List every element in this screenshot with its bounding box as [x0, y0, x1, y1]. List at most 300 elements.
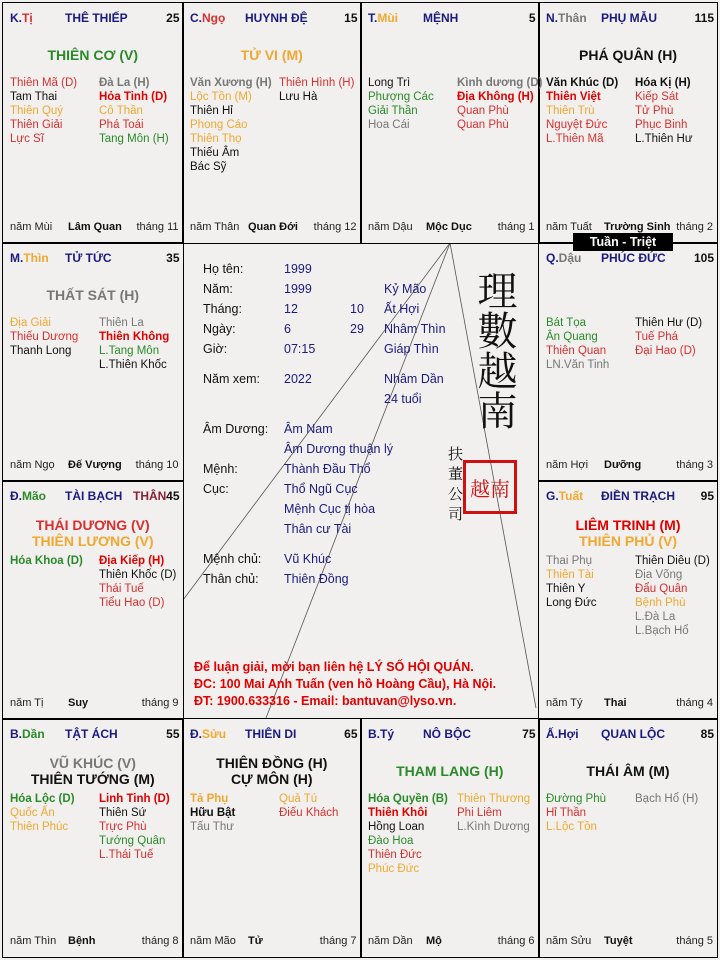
star: Phục Binh	[635, 119, 688, 131]
star: Thiên Giải	[10, 119, 63, 131]
logo-subtext: 扶董公司	[448, 446, 464, 523]
than-marker: THÂN	[133, 489, 167, 503]
year-label: năm Tị	[10, 696, 44, 709]
star: Hóa Quyền (B)	[368, 793, 448, 805]
cuc-note2: Thân cư Tài	[284, 522, 352, 536]
right-stars	[457, 792, 530, 834]
main-stars	[361, 753, 539, 789]
star: Hoa Cái	[368, 119, 410, 131]
star: Đà La (H)	[99, 77, 150, 89]
gio: 07:15	[284, 342, 316, 356]
branch-prefix: G.	[546, 489, 559, 503]
main-star: PHÁ QUÂN (H)	[579, 47, 677, 63]
right-stars	[635, 792, 698, 806]
palace-cell	[2, 2, 184, 244]
palace-header	[546, 489, 714, 505]
menh-chu: Vũ Khúc	[284, 552, 332, 566]
cuc-note1: Mệnh Cục tị hòa	[284, 502, 376, 516]
star: Tả Phụ	[190, 793, 229, 805]
branch-label	[190, 727, 226, 741]
star: Thai Phụ	[546, 555, 593, 567]
year-label: năm Tý	[546, 696, 583, 709]
star: Quốc Ấn	[10, 807, 55, 819]
left-stars	[190, 792, 235, 834]
star: Phúc Đức	[368, 863, 420, 875]
star: Đào Hoa	[368, 835, 414, 847]
left-stars	[546, 316, 609, 372]
star: Tiểu Hao (D)	[99, 597, 165, 609]
cuc: Thổ Ngũ Cục	[284, 482, 358, 496]
branch-prefix: Đ.	[190, 727, 202, 741]
palace-header	[190, 727, 358, 743]
star: Thiên Thương	[457, 793, 531, 805]
branch-prefix: C.	[190, 11, 202, 25]
palace-cell	[182, 718, 362, 958]
main-stars	[539, 37, 717, 73]
branch-label	[546, 251, 581, 265]
star: Thiên La	[99, 317, 144, 329]
palace-cell	[538, 2, 718, 244]
palace-footer	[10, 935, 179, 949]
nam-can-chi: Kỷ Mão	[384, 282, 427, 296]
year-label: năm Tuất	[546, 220, 592, 233]
star: Bát Tọa	[546, 317, 587, 329]
star: L.Đà La	[635, 611, 676, 623]
main-star: LIÊM TRINH (M)	[575, 517, 681, 533]
star: Thiên Y	[546, 583, 586, 595]
than-chu-label: Thân chủ:	[203, 572, 259, 586]
gio-can-chi: Giáp Thìn	[384, 342, 439, 356]
main-stars	[539, 753, 717, 789]
month-label: tháng 11	[136, 220, 179, 233]
palace-footer	[368, 221, 535, 235]
star: Lộc Tồn (M)	[190, 91, 252, 103]
left-stars	[10, 792, 75, 834]
month-label: tháng 10	[135, 458, 179, 471]
year-label: năm Thìn	[10, 935, 57, 947]
branch-prefix: B.	[10, 727, 22, 741]
red-seal: 越南	[463, 460, 517, 514]
star: Phong Cáo	[190, 119, 248, 131]
palace-cell	[538, 242, 718, 482]
palace-cell	[182, 2, 362, 244]
palace-header	[10, 251, 180, 267]
main-stars	[539, 515, 717, 551]
star: Thiên Hư (D)	[635, 317, 703, 329]
palace-header	[10, 727, 180, 743]
palace-name: PHỤ MẪU	[601, 11, 657, 25]
branch-label	[10, 11, 33, 25]
branch-name: Mão	[22, 489, 46, 503]
star: Trực Phù	[99, 821, 147, 833]
right-stars	[99, 76, 169, 146]
major-period: 25	[166, 11, 180, 25]
contact-address: ĐC: 100 Mai Anh Tuấn (ven hồ Hoàng Cầu), Hà Nội.	[194, 677, 497, 691]
star: Tang Môn (H)	[99, 133, 169, 145]
star: Thiên Đức	[368, 849, 422, 861]
main-star: THIÊN PHỦ (V)	[579, 533, 677, 549]
star: Điếu Khách	[279, 807, 339, 819]
major-period: 5	[528, 11, 536, 25]
menh-chu-label: Mệnh chủ:	[203, 552, 262, 566]
ho-ten: 1999	[284, 262, 312, 276]
branch-prefix: K.	[10, 11, 22, 25]
main-star: THIÊN CƠ (V)	[47, 47, 138, 63]
star: L.Lộc Tồn	[546, 821, 597, 833]
star: Thanh Long	[10, 345, 72, 357]
branch-label	[546, 11, 587, 25]
life-stage: Mộc Dục	[426, 220, 472, 233]
star: Thiếu Âm	[190, 147, 240, 159]
star: Hỉ Thần	[546, 807, 587, 819]
main-stars	[3, 37, 183, 73]
star: L.Thiên Hư	[635, 133, 693, 145]
palace-cell	[2, 242, 184, 482]
star: Thiên Khốc (D)	[99, 569, 177, 581]
life-stage: Bệnh	[68, 935, 96, 947]
star: Thiên Mã (D)	[10, 77, 78, 89]
main-star: TỬ VI (M)	[240, 47, 303, 63]
branch-prefix: T.	[368, 11, 378, 25]
main-stars	[539, 277, 717, 313]
star: L.Thiên Mã	[546, 133, 604, 145]
branch-prefix: M.	[10, 251, 24, 265]
palace-footer	[190, 935, 357, 949]
main-star: THÁI ÂM (M)	[586, 763, 670, 779]
major-period: 45	[166, 489, 180, 503]
star: Thiên Thọ	[190, 133, 242, 145]
year-label: năm Ngọ	[10, 458, 55, 471]
contact-line: Để luận giải, mời bạn liên hệ LÝ SỐ HỘI QUÁN.	[194, 660, 474, 674]
branch-name: Hợi	[558, 727, 579, 741]
star: Bác Sỹ	[190, 161, 227, 173]
star: Tướng Quân	[99, 835, 166, 847]
palace-footer	[546, 459, 713, 473]
left-stars	[546, 554, 597, 610]
star: Nguyệt Đức	[546, 119, 608, 131]
thang-label: Tháng:	[203, 302, 242, 316]
menh-label: Mệnh:	[203, 462, 238, 476]
branch-label	[10, 727, 45, 741]
thang-can-chi: Ất Hợi	[384, 302, 420, 316]
month-label: tháng 7	[319, 935, 357, 947]
am-duong-note: Âm Dương thuận lý	[284, 442, 393, 456]
main-star: THIÊN ĐỒNG (H)	[216, 755, 328, 771]
left-stars	[368, 76, 434, 132]
star: Thiên Quý	[10, 105, 64, 117]
branch-label	[546, 727, 579, 741]
main-star: THẤT SÁT (H)	[46, 287, 140, 303]
star: L.Kình Dương	[457, 821, 530, 833]
year-label: năm Dần	[368, 935, 413, 947]
ho-ten-label: Họ tên:	[203, 262, 244, 276]
life-stage: Lâm Quan	[68, 220, 122, 233]
star: Đường Phù	[546, 793, 606, 805]
main-stars	[3, 277, 183, 313]
star: Thiên Phúc	[10, 821, 69, 833]
month-label: tháng 4	[676, 696, 713, 709]
am-duong: Âm Nam	[284, 422, 333, 436]
month-label: tháng 3	[676, 458, 713, 471]
star: L.Thiên Khốc	[99, 359, 167, 371]
branch-label	[10, 489, 46, 503]
main-stars	[183, 37, 361, 73]
star: Thiên Tài	[546, 569, 594, 581]
major-period: 95	[700, 489, 714, 503]
branch-prefix: Ấ.	[546, 727, 558, 741]
life-stage: Tuyệt	[604, 935, 633, 947]
star: Quan Phù	[457, 105, 509, 117]
major-period: 15	[344, 11, 358, 25]
palace-name: TỬ TỨC	[65, 251, 112, 265]
year-label: năm Mùi	[10, 220, 53, 233]
star: Phi Liêm	[457, 807, 502, 819]
star: Địa Võng	[635, 569, 683, 581]
star: Long Đức	[546, 597, 597, 609]
contact-info	[194, 659, 496, 710]
tuoi: 24 tuổi	[384, 392, 422, 406]
main-stars	[183, 753, 361, 789]
palace-name: MỆNH	[423, 11, 459, 25]
star: Thiên Không	[99, 331, 170, 343]
menh: Thành Đầu Thổ	[284, 462, 371, 476]
star: Địa Kiếp (H)	[99, 555, 165, 567]
main-stars	[361, 37, 539, 73]
palace-header	[368, 11, 536, 27]
palace-name: THÊ THIẾP	[65, 11, 128, 25]
right-stars	[99, 316, 169, 372]
star: Quan Phù	[457, 119, 509, 131]
star: Đẩu Quân	[635, 583, 688, 595]
month-label: tháng 9	[141, 696, 179, 709]
star: Tam Thai	[10, 91, 58, 103]
star: Long Trì	[368, 77, 411, 89]
main-star: THIÊN TƯỚNG (M)	[30, 771, 155, 787]
branch-label	[546, 489, 583, 503]
life-stage: Mộ	[426, 935, 442, 947]
right-stars	[635, 76, 693, 146]
right-stars	[99, 792, 170, 862]
branch-name: Tị	[22, 11, 33, 25]
life-stage: Quan Đới	[248, 220, 298, 233]
star: Linh Tinh (D)	[99, 793, 170, 805]
star: Địa Giải	[10, 317, 51, 329]
ngay-am: 29	[350, 322, 364, 336]
nam-xem-can-chi: Nhâm Dần	[384, 372, 444, 386]
right-stars	[279, 76, 354, 104]
star: Ân Quang	[546, 331, 598, 343]
branch-name: Mùi	[377, 11, 399, 25]
palace-cell	[2, 718, 184, 958]
star: Kình dương (D)	[457, 77, 543, 89]
star: Bệnh Phù	[635, 597, 686, 609]
star: Tử Phù	[635, 105, 674, 117]
nam: 1999	[284, 282, 312, 296]
star: Hồng Loan	[368, 821, 425, 833]
left-stars	[368, 792, 448, 876]
branch-name: Thân	[558, 11, 587, 25]
star: Lưu Hà	[279, 91, 318, 103]
star: Lực Sĩ	[10, 133, 44, 145]
star: Phá Toái	[99, 119, 144, 131]
logo-text: 理數越南	[471, 270, 517, 430]
life-stage: Suy	[68, 696, 89, 709]
thang: 12	[284, 302, 298, 316]
year-label: năm Hợi	[546, 458, 589, 471]
life-stage: Thai	[604, 696, 627, 709]
star: Hữu Bật	[190, 807, 236, 819]
branch-name: Dậu	[558, 251, 582, 265]
star: Hóa Khoa (D)	[10, 555, 83, 567]
main-star: CỰ MÔN (H)	[230, 771, 313, 787]
main-star: THIÊN LƯƠNG (V)	[31, 533, 154, 549]
star: Tấu Thư	[190, 821, 234, 833]
palace-footer	[10, 697, 179, 711]
star: L.Thái Tuế	[99, 849, 154, 861]
than-chu: Thiên Đồng	[284, 572, 349, 586]
star: Thiên Hỉ	[190, 105, 233, 117]
palace-name: QUAN LỘC	[601, 727, 665, 741]
month-label: tháng 6	[497, 935, 535, 947]
life-stage: Dưỡng	[604, 458, 642, 471]
main-star: THÁI DƯƠNG (V)	[35, 517, 150, 533]
star: Thiên Diêu (D)	[635, 555, 710, 567]
star: Đại Hao (D)	[635, 345, 696, 357]
star: Văn Xương (H)	[190, 77, 272, 89]
calligraphy-logo	[468, 270, 518, 430]
branch-name: Tuất	[558, 489, 584, 503]
thang-am: 10	[350, 302, 364, 316]
star: Quả Tú	[279, 793, 318, 805]
left-stars	[10, 316, 78, 358]
left-stars	[10, 554, 83, 568]
star: L.Tang Môn	[99, 345, 160, 357]
right-stars	[457, 76, 542, 132]
star: Thiên Khôi	[368, 807, 428, 819]
palace-cell	[538, 480, 718, 720]
month-label: tháng 2	[676, 220, 713, 233]
branch-label	[10, 251, 49, 265]
right-stars	[635, 554, 710, 638]
star: LN.Văn Tinh	[546, 359, 610, 371]
branch-label	[368, 11, 398, 25]
star: Hỏa Tinh (D)	[99, 91, 168, 103]
palace-header	[10, 489, 180, 505]
gio-label: Giờ:	[203, 342, 228, 356]
palace-cell	[538, 718, 718, 958]
main-star: THAM LANG (H)	[396, 763, 504, 779]
ngay: 6	[284, 322, 291, 336]
star: Thiếu Dương	[10, 331, 79, 343]
main-stars	[3, 515, 183, 551]
palace-header	[368, 727, 536, 743]
main-star: VŨ KHÚC (V)	[49, 755, 136, 771]
palace-header	[10, 11, 180, 27]
palace-header	[190, 11, 358, 27]
palace-name: ĐIỀN TRẠCH	[601, 489, 675, 503]
star: Giải Thần	[368, 105, 418, 117]
major-period: 65	[344, 727, 358, 741]
major-period: 55	[166, 727, 180, 741]
palace-header	[546, 11, 714, 27]
month-label: tháng 8	[141, 935, 179, 947]
star: Thái Tuế	[99, 583, 144, 595]
palace-footer	[10, 459, 179, 473]
ngay-label: Ngày:	[203, 322, 236, 336]
star: Cô Thần	[99, 105, 143, 117]
palace-cell	[360, 718, 540, 958]
left-stars	[190, 76, 272, 174]
year-label: năm Thân	[190, 220, 240, 233]
right-stars	[99, 554, 176, 610]
star: Bạch Hổ (H)	[635, 793, 699, 805]
left-stars	[10, 76, 77, 146]
month-label: tháng 1	[497, 220, 535, 233]
ngay-can-chi: Nhâm Thìn	[384, 322, 446, 336]
branch-name: Dần	[22, 727, 45, 741]
right-stars	[279, 792, 338, 820]
star: Thiên Việt	[546, 91, 601, 103]
star: Văn Khúc (D)	[546, 77, 619, 89]
star: Phượng Các	[368, 91, 434, 103]
major-period: 75	[522, 727, 536, 741]
star: Hóa Lộc (D)	[10, 793, 75, 805]
major-period: 115	[694, 11, 714, 25]
major-period: 105	[693, 251, 714, 265]
palace-footer	[190, 221, 357, 235]
right-stars	[635, 316, 702, 358]
year-label: năm Dậu	[368, 220, 413, 233]
star: Tuế Phá	[635, 331, 679, 343]
contact-phone-email: ĐT: 1900.633316 - Email: bantuvan@lyso.vn.	[194, 694, 457, 708]
tuan-triet-badge: Tuần - Triệt	[573, 233, 673, 251]
life-stage: Đế Vượng	[68, 458, 122, 471]
palace-name: HUYNH ĐỆ	[245, 11, 308, 25]
branch-name: Sửu	[202, 727, 227, 741]
palace-header	[546, 727, 714, 743]
palace-footer	[10, 221, 179, 235]
branch-name: Tý	[380, 727, 395, 741]
year-label: năm Mão	[190, 935, 236, 947]
life-stage: Tử	[248, 935, 263, 947]
month-label: tháng 12	[313, 220, 357, 233]
branch-label	[190, 11, 225, 25]
star: L.Bạch Hổ	[635, 625, 689, 637]
branch-name: Ngọ	[202, 11, 226, 25]
palace-header	[546, 251, 714, 267]
cuc-label: Cục:	[203, 482, 229, 496]
nam-xem: 2022	[284, 372, 312, 386]
major-period: 85	[700, 727, 714, 741]
star: Địa Không (H)	[457, 91, 534, 103]
star: Thiên Quan	[546, 345, 607, 357]
star: Thiên Hình (H)	[279, 77, 355, 89]
branch-prefix: B.	[368, 727, 380, 741]
branch-name: Thìn	[23, 251, 49, 265]
branch-prefix: N.	[546, 11, 558, 25]
year-label: năm Sửu	[546, 935, 592, 947]
am-duong-label: Âm Dương:	[203, 422, 269, 436]
palace-footer	[368, 935, 535, 949]
month-label: tháng 5	[676, 935, 713, 947]
palace-footer	[546, 697, 713, 711]
branch-label	[368, 727, 394, 741]
star: Thiên Trù	[546, 105, 595, 117]
palace-cell	[360, 2, 543, 244]
nam-xem-label: Năm xem:	[203, 372, 260, 386]
major-period: 35	[166, 251, 180, 265]
main-stars	[3, 753, 183, 789]
